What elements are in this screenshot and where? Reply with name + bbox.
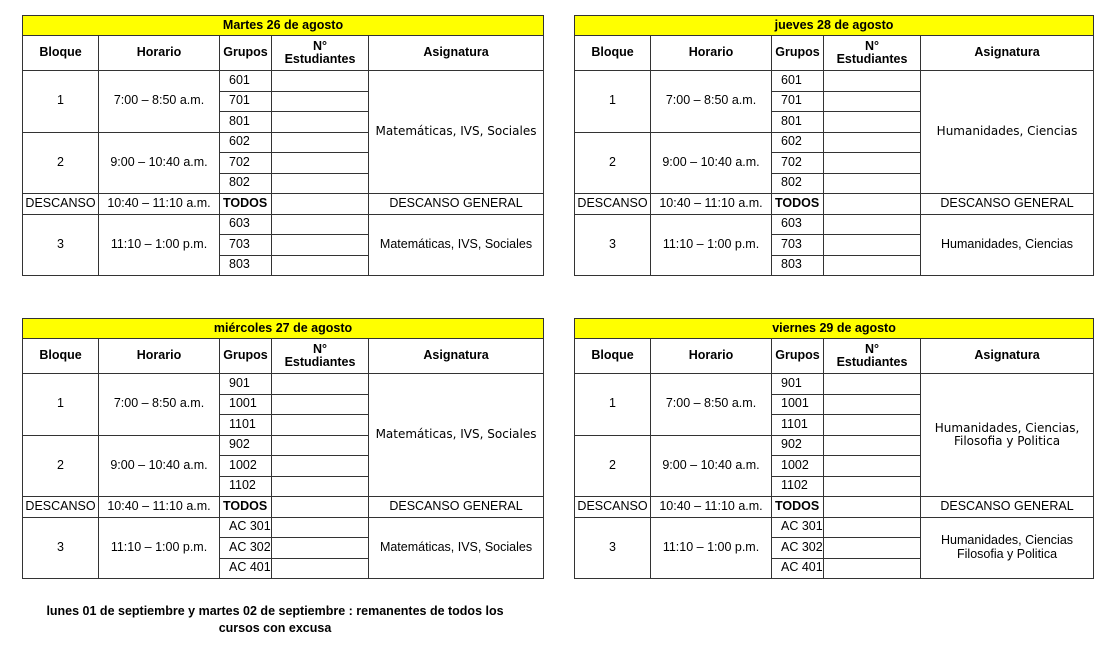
- descanso-grupos: TODOS: [772, 497, 824, 518]
- estudiantes-cell: [824, 194, 921, 215]
- horario-cell: 7:00 – 8:50 a.m.: [651, 374, 772, 436]
- estudiantes-cell: [272, 476, 369, 497]
- estudiantes-cell: [272, 374, 369, 395]
- estudiantes-cell: [824, 394, 921, 415]
- estudiantes-cell: [272, 255, 369, 276]
- header-n-estudiantes: N° Estudiantes: [824, 36, 921, 71]
- estudiantes-cell: [272, 415, 369, 436]
- header-n-estudiantes: N° Estudiantes: [272, 36, 369, 71]
- table-title: miércoles 27 de agosto: [23, 319, 544, 339]
- horario-cell: 7:00 – 8:50 a.m.: [99, 374, 220, 436]
- header-grupos: Grupos: [772, 339, 824, 374]
- grupo-cell: 601: [772, 71, 824, 92]
- horario-cell: 7:00 – 8:50 a.m.: [99, 71, 220, 133]
- bloque-cell: 3: [575, 214, 651, 276]
- bloque-cell: 2: [23, 435, 99, 497]
- descanso-asignatura: DESCANSO GENERAL: [369, 497, 544, 518]
- schedule-table-viernes-29: [574, 318, 1094, 579]
- bloque-cell: 1: [23, 374, 99, 436]
- estudiantes-cell: [824, 235, 921, 256]
- asignatura-cell: Matemáticas, IVS, Sociales: [369, 214, 544, 276]
- header-bloque: Bloque: [575, 339, 651, 374]
- estudiantes-cell: [272, 394, 369, 415]
- grupo-cell: 702: [220, 153, 272, 174]
- estudiantes-cell: [824, 435, 921, 456]
- horario-cell: 11:10 – 1:00 p.m.: [651, 517, 772, 579]
- grupo-cell: 1001: [772, 394, 824, 415]
- horario-cell: 7:00 – 8:50 a.m.: [651, 71, 772, 133]
- grupo-cell: AC 301: [220, 517, 272, 538]
- descanso-bloque: DESCANSO: [23, 497, 99, 518]
- header-horario: Horario: [651, 36, 772, 71]
- bloque-cell: 2: [23, 132, 99, 194]
- grupo-cell: 803: [220, 255, 272, 276]
- estudiantes-cell: [272, 497, 369, 518]
- grupo-cell: 802: [220, 173, 272, 194]
- asignatura-cell: Matemáticas, IVS, Sociales: [369, 517, 544, 579]
- estudiantes-cell: [272, 214, 369, 235]
- descanso-bloque: DESCANSO: [575, 194, 651, 215]
- estudiantes-cell: [824, 476, 921, 497]
- estudiantes-cell: [272, 538, 369, 559]
- grupo-cell: 801: [220, 112, 272, 133]
- descanso-asignatura: DESCANSO GENERAL: [921, 497, 1094, 518]
- descanso-bloque: DESCANSO: [575, 497, 651, 518]
- grupo-cell: 1002: [772, 456, 824, 477]
- header-grupos: Grupos: [220, 339, 272, 374]
- estudiantes-cell: [824, 112, 921, 133]
- estudiantes-cell: [824, 517, 921, 538]
- header-grupos: Grupos: [772, 36, 824, 71]
- asignatura-cell: Matemáticas, IVS, Sociales: [369, 374, 544, 497]
- footer-line-2: cursos con excusa: [218, 621, 332, 635]
- descanso-bloque: DESCANSO: [23, 194, 99, 215]
- estudiantes-cell: [824, 497, 921, 518]
- grupo-cell: 1101: [772, 415, 824, 436]
- bloque-cell: 3: [575, 517, 651, 579]
- grupo-cell: AC 301: [772, 517, 824, 538]
- schedule-table-miercoles-27: [22, 318, 544, 579]
- descanso-asignatura: DESCANSO GENERAL: [369, 194, 544, 215]
- header-bloque: Bloque: [23, 36, 99, 71]
- estudiantes-cell: [272, 153, 369, 174]
- horario-cell: 9:00 – 10:40 a.m.: [651, 435, 772, 497]
- table-title: jueves 28 de agosto: [575, 16, 1094, 36]
- bloque-cell: 1: [575, 71, 651, 133]
- grupo-cell: 1001: [220, 394, 272, 415]
- asignatura-cell: Humanidades, Ciencias: [921, 214, 1094, 276]
- asignatura-cell: Matemáticas, IVS, Sociales: [369, 71, 544, 194]
- descanso-horario: 10:40 – 11:10 a.m.: [651, 497, 772, 518]
- horario-cell: 9:00 – 10:40 a.m.: [99, 435, 220, 497]
- header-asignatura: Asignatura: [921, 339, 1094, 374]
- grupo-cell: 802: [772, 173, 824, 194]
- bloque-cell: 1: [23, 71, 99, 133]
- header-asignatura: Asignatura: [369, 339, 544, 374]
- estudiantes-cell: [824, 558, 921, 579]
- grupo-cell: 803: [772, 255, 824, 276]
- grupo-cell: 701: [220, 91, 272, 112]
- estudiantes-cell: [272, 91, 369, 112]
- bloque-cell: 2: [575, 435, 651, 497]
- estudiantes-cell: [824, 71, 921, 92]
- grupo-cell: 702: [772, 153, 824, 174]
- estudiantes-cell: [272, 517, 369, 538]
- grupo-cell: 703: [220, 235, 272, 256]
- asignatura-cell: Humanidades, Ciencias: [921, 71, 1094, 194]
- estudiantes-cell: [272, 71, 369, 92]
- grupo-cell: 1002: [220, 456, 272, 477]
- header-horario: Horario: [99, 339, 220, 374]
- footer-note: [20, 603, 530, 637]
- horario-cell: 9:00 – 10:40 a.m.: [651, 132, 772, 194]
- estudiantes-cell: [272, 132, 369, 153]
- grupo-cell: 901: [220, 374, 272, 395]
- grupo-cell: 1102: [772, 476, 824, 497]
- header-asignatura: Asignatura: [369, 36, 544, 71]
- grupo-cell: 602: [220, 132, 272, 153]
- grupo-cell: 701: [772, 91, 824, 112]
- estudiantes-cell: [824, 173, 921, 194]
- descanso-horario: 10:40 – 11:10 a.m.: [99, 194, 220, 215]
- estudiantes-cell: [824, 456, 921, 477]
- descanso-horario: 10:40 – 11:10 a.m.: [651, 194, 772, 215]
- header-n-estudiantes: N° Estudiantes: [272, 339, 369, 374]
- header-horario: Horario: [99, 36, 220, 71]
- schedule-table-jueves-28: [574, 15, 1094, 276]
- estudiantes-cell: [272, 435, 369, 456]
- estudiantes-cell: [824, 374, 921, 395]
- table-title: Martes 26 de agosto: [23, 16, 544, 36]
- asignatura-cell: Humanidades, Ciencias, Filosofia y Politica: [921, 374, 1094, 497]
- descanso-horario: 10:40 – 11:10 a.m.: [99, 497, 220, 518]
- grupo-cell: 1102: [220, 476, 272, 497]
- horario-cell: 9:00 – 10:40 a.m.: [99, 132, 220, 194]
- estudiantes-cell: [824, 153, 921, 174]
- header-horario: Horario: [651, 339, 772, 374]
- bloque-cell: 3: [23, 214, 99, 276]
- grupo-cell: 801: [772, 112, 824, 133]
- grupo-cell: AC 401: [772, 558, 824, 579]
- schedule-table-martes-26: [22, 15, 544, 276]
- estudiantes-cell: [272, 112, 369, 133]
- grupo-cell: 602: [772, 132, 824, 153]
- estudiantes-cell: [272, 456, 369, 477]
- estudiantes-cell: [824, 91, 921, 112]
- estudiantes-cell: [824, 255, 921, 276]
- descanso-asignatura: DESCANSO GENERAL: [921, 194, 1094, 215]
- estudiantes-cell: [824, 214, 921, 235]
- table-title: viernes 29 de agosto: [575, 319, 1094, 339]
- bloque-cell: 2: [575, 132, 651, 194]
- asignatura-cell: Humanidades, Ciencias Filosofia y Politica: [921, 517, 1094, 579]
- descanso-grupos: TODOS: [220, 194, 272, 215]
- bloque-cell: 1: [575, 374, 651, 436]
- descanso-grupos: TODOS: [772, 194, 824, 215]
- horario-cell: 11:10 – 1:00 p.m.: [651, 214, 772, 276]
- header-bloque: Bloque: [23, 339, 99, 374]
- grupo-cell: AC 302: [772, 538, 824, 559]
- grupo-cell: 1101: [220, 415, 272, 436]
- estudiantes-cell: [272, 194, 369, 215]
- estudiantes-cell: [272, 235, 369, 256]
- bloque-cell: 3: [23, 517, 99, 579]
- grupo-cell: 603: [220, 214, 272, 235]
- grupo-cell: AC 401: [220, 558, 272, 579]
- estudiantes-cell: [824, 538, 921, 559]
- grupo-cell: 603: [772, 214, 824, 235]
- grupo-cell: 902: [772, 435, 824, 456]
- estudiantes-cell: [824, 132, 921, 153]
- grupo-cell: 901: [772, 374, 824, 395]
- header-n-estudiantes: N° Estudiantes: [824, 339, 921, 374]
- descanso-grupos: TODOS: [220, 497, 272, 518]
- horario-cell: 11:10 – 1:00 p.m.: [99, 517, 220, 579]
- estudiantes-cell: [824, 415, 921, 436]
- grupo-cell: 601: [220, 71, 272, 92]
- header-asignatura: Asignatura: [921, 36, 1094, 71]
- grupo-cell: 902: [220, 435, 272, 456]
- estudiantes-cell: [272, 558, 369, 579]
- grupo-cell: 703: [772, 235, 824, 256]
- grupo-cell: AC 302: [220, 538, 272, 559]
- footer-line-1: lunes 01 de septiembre y martes 02 de septiembre : remanentes de todos los: [46, 604, 504, 618]
- header-bloque: Bloque: [575, 36, 651, 71]
- estudiantes-cell: [272, 173, 369, 194]
- horario-cell: 11:10 – 1:00 p.m.: [99, 214, 220, 276]
- header-grupos: Grupos: [220, 36, 272, 71]
